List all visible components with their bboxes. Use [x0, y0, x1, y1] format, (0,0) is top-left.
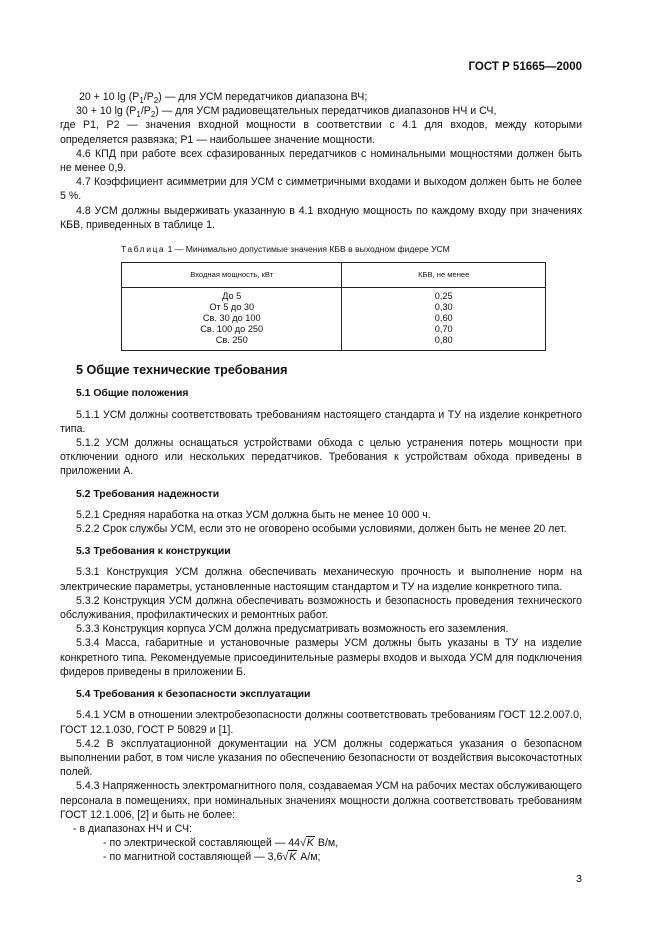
para-5-3-2: 5.3.2 Конструкция УСМ должна обеспечивать возможность и безопасность проведения технического обслуживания, профилактических и ремонтных работ.: [60, 594, 582, 622]
para-5-3-3: 5.3.3 Конструкция корпуса УСМ должна предусматривать возможность его заземления.: [76, 623, 509, 636]
formula-1-sub1: 1: [139, 96, 144, 106]
formula-1-pre: 20 + 10 lg (P: [78, 91, 140, 103]
formula-2-sub2: 2: [150, 110, 156, 120]
para-5-4-3: 5.4.3 Напряженность электромагнитного поля, создаваемая УСМ на рабочих местах обслуживающего персонала в помещениях, при номинальных значениях мощности должна соответствовать требованиям ГОСТ 12.1.006, [2] и быть не более:: [60, 780, 582, 821]
para-5-2-1: 5.2.1 Средняя наработка на отказ УСМ должна быть не менее 10 000 ч.: [76, 508, 431, 521]
formula-2-pre: 30 + 10 lg (P: [76, 105, 137, 118]
para-5-3-1: 5.3.1 Конструкция УСМ должна обеспечивать механическую прочность и выполнение норм на электрические параметры, установленные настоящим стандартом и ТУ на изделие конкретного типа.: [60, 566, 582, 593]
section-5-4-title: 5.4 Требования к безопасности эксплуатации: [76, 689, 311, 701]
para-5-2-2: 5.2.2 Срок службы УСМ, если это не оговорено особыми условиями, должен быть не менее 20 лет.: [76, 523, 567, 536]
page-content: [60, 90, 582, 865]
electric-pre: - по электрической составляющей — 44: [103, 837, 301, 850]
section-5-2-title: 5.2 Требования надежности: [76, 488, 220, 500]
para-4-7: 4.7 Коэффициент асимметрии для УСМ с симметричными входами и выходом должен быть не более 5 %.: [60, 176, 582, 203]
para-5-3-4: 5.3.4 Масса, габаритные и установочные размеры УСМ должны быть указаны в ТУ на изделие конкретного типа. Рекомендуемые присоединительные размеры входов и выхода УСМ для подключения фидеров приведены в приложении Б.: [60, 637, 582, 678]
table-kbv-values: 0,25 0,30 0,60 0,70 0,80: [342, 288, 546, 351]
electric-k: K: [306, 837, 314, 850]
section-5-3-title: 5.3 Требования к конструкции: [76, 546, 231, 558]
magnetic-post: А/м;: [297, 851, 321, 864]
electric-post: В/м,: [314, 837, 339, 850]
para-5-1-2: 5.1.2 УСМ должны оснащаться устройствами обхода с целью устранения потерь мощности при отключении одного или нескольких передатчиков. Требования к устройствам обхода приведены в приложении А.: [60, 437, 582, 478]
formula-2-mid: /P: [140, 105, 151, 118]
section-5-1-title: 5.1 Общие положения: [76, 388, 189, 400]
formula-2-sub1: 1: [136, 110, 141, 120]
list-item-magnetic: - по магнитной составляющей — 3,6√K А/м;: [103, 851, 321, 864]
formula-line-1: [76, 90, 582, 104]
para-5-4-1: 5.4.1 УСМ в отношении электробезопасности должны соответствовать требованиям ГОСТ 12.2.007.0, ГОСТ 12.1.030, ГОСТ Р 50829 и [1].: [60, 709, 582, 736]
section-5-title: 5 Общие технические требования: [76, 363, 288, 378]
para-5-1-1: 5.1.1 УСМ должны соответствовать требованиям настоящего стандарта и ТУ на изделие конкретного типа.: [60, 408, 582, 435]
para-5-4-2: 5.4.2 В эксплуатационной документации на УСМ должны содержаться указания о безопасном выполнении работ, в том числе указания по обеспечению безопасности от воздействия высокочастотных полей.: [60, 737, 582, 779]
magnetic-k: K: [289, 851, 297, 864]
table-caption-word: Таблица: [121, 244, 166, 255]
magnetic-pre: - по магнитной составляющей — 3,6: [103, 851, 283, 864]
list-item-electric: - по электрической составляющей — 44√K В/м,: [103, 837, 339, 850]
formula-1-mid: /P: [143, 91, 154, 103]
list-item-nch-sch: - в диапазонах НЧ и СЧ:: [73, 822, 192, 835]
table-col-kbv-header: КБВ, не менее: [342, 263, 546, 288]
formula-1-post: ) — для УСМ передатчиков диапазона ВЧ;: [158, 91, 368, 103]
formula-explanation: где P1, P2 — значения входной мощности в соответствии с 4.1 для входов, между которыми определяется развязка; P1 — наибольшее значение мощности.: [60, 119, 582, 146]
table-caption: [121, 242, 582, 256]
table-header-row: [122, 263, 546, 288]
table-caption-rest: 1 — Минимально допустимые значения КБВ в выходном фидере УСМ: [167, 244, 450, 255]
para-4-8: 4.8 УСМ должны выдерживать указанную в 4.1 входную мощность по каждому входу при значениях КБВ, приведенных в таблице 1.: [60, 204, 582, 231]
formula-2-post: ) — для УСМ радиовещательных передатчиков диапазонов НЧ и СЧ,: [155, 105, 497, 118]
table-col-power-header: Входная мощность, кВт: [122, 263, 342, 288]
table-row: [122, 288, 546, 351]
table-power-values: До 5 От 5 до 30 Св. 30 до 100 Св. 100 до 250 Св. 250: [122, 288, 342, 351]
page-number: 3: [576, 873, 582, 885]
kbv-table: [121, 262, 546, 351]
formula-line-2: [76, 104, 582, 118]
standard-header: ГОСТ Р 51665—2000: [468, 61, 582, 73]
para-4-6: 4.6 КПД при работе всех сфазированных передатчиков с номинальными мощностями должен быть не менее 0,9.: [60, 147, 582, 175]
formula-1-sub2: 2: [153, 96, 159, 106]
